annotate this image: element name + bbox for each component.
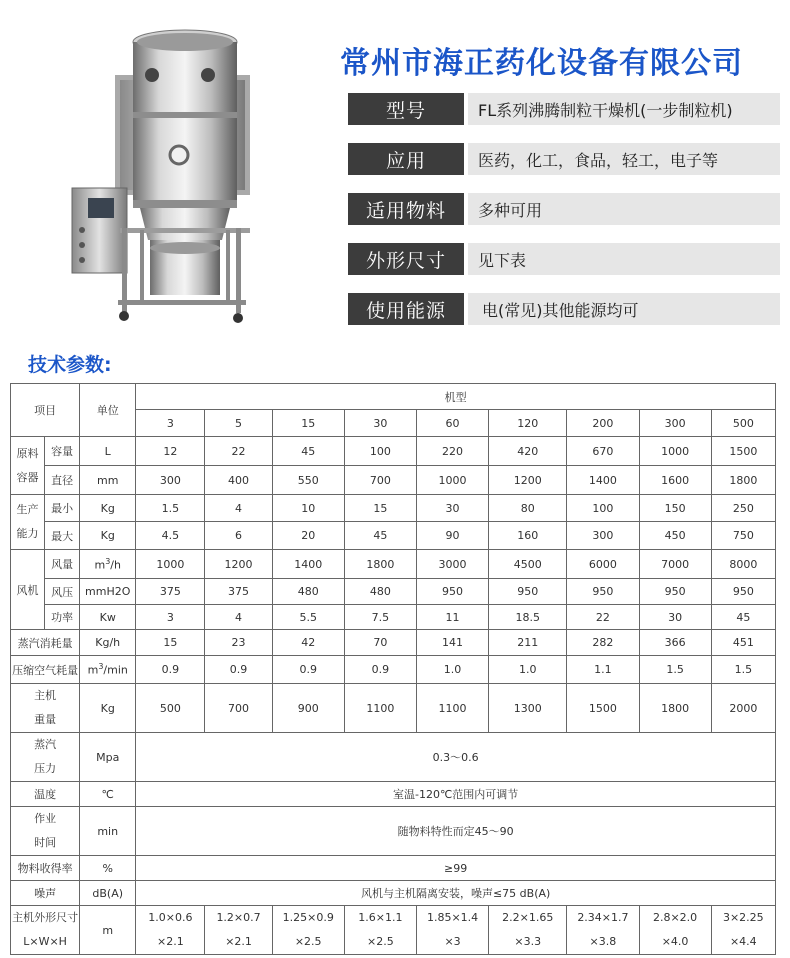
- spec-value: 见下表: [468, 243, 780, 275]
- value-cell: 1500: [711, 437, 775, 466]
- unit-cell: mm: [80, 466, 136, 495]
- table-row: [11, 782, 776, 807]
- value-cell: 1.0: [416, 656, 488, 684]
- value-cell: 400: [205, 466, 272, 495]
- value-cell: 45: [344, 522, 416, 550]
- value-cell: 300: [567, 522, 639, 550]
- spec-label: 外形尺寸: [348, 243, 464, 275]
- unit-cell: Kg: [80, 684, 136, 733]
- unit-header: 单位: [80, 384, 136, 437]
- value-cell: 451: [711, 630, 775, 656]
- value-cell: 480: [344, 579, 416, 605]
- sub-label: 容量: [45, 437, 80, 466]
- model-cell: 30: [344, 410, 416, 437]
- table-row: [11, 605, 776, 630]
- value-cell: 4: [205, 605, 272, 630]
- spec-label: 使用能源: [348, 293, 464, 325]
- value-cell: 4: [205, 495, 272, 522]
- row-label: 蒸汽 压力: [11, 733, 80, 782]
- model-cell: 120: [489, 410, 567, 437]
- dimension-cell: 1.85×1.4 ×3: [416, 906, 488, 955]
- group-label: 原料 容器: [11, 437, 45, 495]
- value-cell: 30: [639, 605, 711, 630]
- spec-row-dimensions: [348, 243, 780, 275]
- dimension-cell: 1.0×0.6 ×2.1: [136, 906, 205, 955]
- value-cell: 1100: [344, 684, 416, 733]
- value-cell: 18.5: [489, 605, 567, 630]
- value-cell: 7.5: [344, 605, 416, 630]
- value-cell: 1500: [567, 684, 639, 733]
- value-cell: 23: [205, 630, 272, 656]
- value-cell: 141: [416, 630, 488, 656]
- value-cell: 1.1: [567, 656, 639, 684]
- dimension-cell: 1.2×0.7 ×2.1: [205, 906, 272, 955]
- value-cell: 15: [344, 495, 416, 522]
- value-cell: 1100: [416, 684, 488, 733]
- dimension-cell: 2.2×1.65 ×3.3: [489, 906, 567, 955]
- value-cell: 700: [344, 466, 416, 495]
- merged-value: 随物料特性而定45～90: [136, 807, 776, 856]
- value-cell: 100: [344, 437, 416, 466]
- table-row: [11, 856, 776, 881]
- unit-cell: $m^3/h$: [80, 550, 136, 579]
- merged-value: 室温-120℃范围内可调节: [136, 782, 776, 807]
- spec-label: 应用: [348, 143, 464, 175]
- table-row: [11, 630, 776, 656]
- value-cell: 950: [639, 579, 711, 605]
- value-cell: 22: [567, 605, 639, 630]
- tech-params-title: 技术参数:: [28, 354, 112, 376]
- value-cell: 1200: [205, 550, 272, 579]
- tech-params-table: [10, 383, 776, 955]
- fluid-bed-dryer-illustration: [0, 0, 330, 335]
- value-cell: 500: [136, 684, 205, 733]
- value-cell: 5.5: [272, 605, 344, 630]
- row-label: 蒸汽消耗量: [11, 630, 80, 656]
- unit-cell: Kg: [80, 522, 136, 550]
- value-cell: 1000: [416, 466, 488, 495]
- merged-value: 风机与主机隔离安装，噪声≤75 dB(A): [136, 881, 776, 906]
- table-row: [11, 579, 776, 605]
- model-cell: 5: [205, 410, 272, 437]
- value-cell: 15: [136, 630, 205, 656]
- value-cell: 42: [272, 630, 344, 656]
- merged-value: 0.3～0.6: [136, 733, 776, 782]
- value-cell: 1800: [344, 550, 416, 579]
- value-cell: 7000: [639, 550, 711, 579]
- unit-cell: L: [80, 437, 136, 466]
- value-cell: 8000: [711, 550, 775, 579]
- unit-cell: $m^3/\min$: [80, 656, 136, 684]
- dimension-cell: 1.6×1.1 ×2.5: [344, 906, 416, 955]
- value-cell: 4500: [489, 550, 567, 579]
- group-label: 生产 能力: [11, 495, 45, 550]
- value-cell: 12: [136, 437, 205, 466]
- value-cell: 0.9: [205, 656, 272, 684]
- value-cell: 375: [136, 579, 205, 605]
- sub-label: 功率: [45, 605, 80, 630]
- value-cell: 480: [272, 579, 344, 605]
- value-cell: 70: [344, 630, 416, 656]
- row-label: 主机 重量: [11, 684, 80, 733]
- value-cell: 282: [567, 630, 639, 656]
- sub-label: 最大: [45, 522, 80, 550]
- value-cell: 90: [416, 522, 488, 550]
- value-cell: 1200: [489, 466, 567, 495]
- value-cell: 1.0: [489, 656, 567, 684]
- value-cell: 100: [567, 495, 639, 522]
- value-cell: 670: [567, 437, 639, 466]
- value-cell: 1300: [489, 684, 567, 733]
- value-cell: 211: [489, 630, 567, 656]
- model-header: 机型: [136, 384, 776, 410]
- dimension-cell: 2.34×1.7 ×3.8: [567, 906, 639, 955]
- dimension-cell: 2.8×2.0 ×4.0: [639, 906, 711, 955]
- company-name: 常州市海正药化设备有限公司: [340, 46, 743, 81]
- value-cell: 1800: [711, 466, 775, 495]
- spec-label: 适用物料: [348, 193, 464, 225]
- table-row: [11, 906, 776, 955]
- value-cell: 220: [416, 437, 488, 466]
- value-cell: 375: [205, 579, 272, 605]
- unit-cell: Kg: [80, 495, 136, 522]
- value-cell: 1600: [639, 466, 711, 495]
- unit-cell: dB(A): [80, 881, 136, 906]
- model-cell: 300: [639, 410, 711, 437]
- value-cell: 950: [489, 579, 567, 605]
- unit-cell: Mpa: [80, 733, 136, 782]
- value-cell: 45: [272, 437, 344, 466]
- spec-value: FL系列沸腾制粒干燥机(一步制粒机): [468, 93, 780, 125]
- value-cell: 80: [489, 495, 567, 522]
- model-cell: 15: [272, 410, 344, 437]
- value-cell: 6: [205, 522, 272, 550]
- spec-value: 多种可用: [468, 193, 780, 225]
- value-cell: 250: [711, 495, 775, 522]
- value-cell: 1400: [567, 466, 639, 495]
- value-cell: 1000: [639, 437, 711, 466]
- value-cell: 3000: [416, 550, 488, 579]
- value-cell: 1.5: [639, 656, 711, 684]
- spec-label: 型号: [348, 93, 464, 125]
- table-row: [11, 550, 776, 579]
- value-cell: 10: [272, 495, 344, 522]
- value-cell: 0.9: [272, 656, 344, 684]
- table-row: [11, 437, 776, 466]
- sub-label: 直径: [45, 466, 80, 495]
- spec-row-energy: [348, 293, 780, 325]
- value-cell: 4.5: [136, 522, 205, 550]
- value-cell: 20: [272, 522, 344, 550]
- value-cell: 950: [567, 579, 639, 605]
- sub-label: 最小: [45, 495, 80, 522]
- model-cell: 60: [416, 410, 488, 437]
- spec-row-material: [348, 193, 780, 225]
- table-row: [11, 807, 776, 856]
- unit-cell: mmH2O: [80, 579, 136, 605]
- model-cell: 500: [711, 410, 775, 437]
- dimension-cell: 1.25×0.9 ×2.5: [272, 906, 344, 955]
- value-cell: 160: [489, 522, 567, 550]
- value-cell: 900: [272, 684, 344, 733]
- spec-value: 电(常见)其他能源均可: [468, 293, 780, 325]
- row-label: 噪声: [11, 881, 80, 906]
- row-label: 温度: [11, 782, 80, 807]
- value-cell: 950: [416, 579, 488, 605]
- sub-label: 风量: [45, 550, 80, 579]
- item-header: 项目: [11, 384, 80, 437]
- value-cell: 22: [205, 437, 272, 466]
- value-cell: 150: [639, 495, 711, 522]
- unit-cell: Kg/h: [80, 630, 136, 656]
- spec-value: 医药，化工，食品，轻工，电子等: [468, 143, 780, 175]
- value-cell: 1.5: [136, 495, 205, 522]
- merged-value: ≥99: [136, 856, 776, 881]
- spec-row-application: [348, 143, 780, 175]
- table-row: [11, 656, 776, 684]
- value-cell: 550: [272, 466, 344, 495]
- spec-row-model: [348, 93, 780, 125]
- value-cell: 750: [711, 522, 775, 550]
- group-label: 风机: [11, 550, 45, 630]
- table-row: [11, 495, 776, 522]
- value-cell: 420: [489, 437, 567, 466]
- value-cell: 3: [136, 605, 205, 630]
- value-cell: 6000: [567, 550, 639, 579]
- value-cell: 2000: [711, 684, 775, 733]
- dimension-cell: 3×2.25 ×4.4: [711, 906, 775, 955]
- value-cell: 0.9: [136, 656, 205, 684]
- product-photo: [0, 0, 330, 335]
- value-cell: 1000: [136, 550, 205, 579]
- table-row: [11, 733, 776, 782]
- unit-cell: m: [80, 906, 136, 955]
- value-cell: 450: [639, 522, 711, 550]
- table-row: [11, 466, 776, 495]
- table-row: [11, 522, 776, 550]
- unit-cell: ℃: [80, 782, 136, 807]
- model-cell: 3: [136, 410, 205, 437]
- value-cell: 1.5: [711, 656, 775, 684]
- value-cell: 0.9: [344, 656, 416, 684]
- value-cell: 700: [205, 684, 272, 733]
- unit-cell: %: [80, 856, 136, 881]
- row-label: 作业 时间: [11, 807, 80, 856]
- sub-label: 风压: [45, 579, 80, 605]
- unit-cell: Kw: [80, 605, 136, 630]
- model-cell: 200: [567, 410, 639, 437]
- unit-cell: min: [80, 807, 136, 856]
- value-cell: 950: [711, 579, 775, 605]
- value-cell: 45: [711, 605, 775, 630]
- value-cell: 1800: [639, 684, 711, 733]
- row-label: 压缩空气耗量: [11, 656, 80, 684]
- table-row: [11, 684, 776, 733]
- value-cell: 30: [416, 495, 488, 522]
- table-row: [11, 881, 776, 906]
- value-cell: 300: [136, 466, 205, 495]
- row-label: 物料收得率: [11, 856, 80, 881]
- value-cell: 11: [416, 605, 488, 630]
- value-cell: 1400: [272, 550, 344, 579]
- row-label: 主机外形尺寸 L×W×H: [11, 906, 80, 955]
- value-cell: 366: [639, 630, 711, 656]
